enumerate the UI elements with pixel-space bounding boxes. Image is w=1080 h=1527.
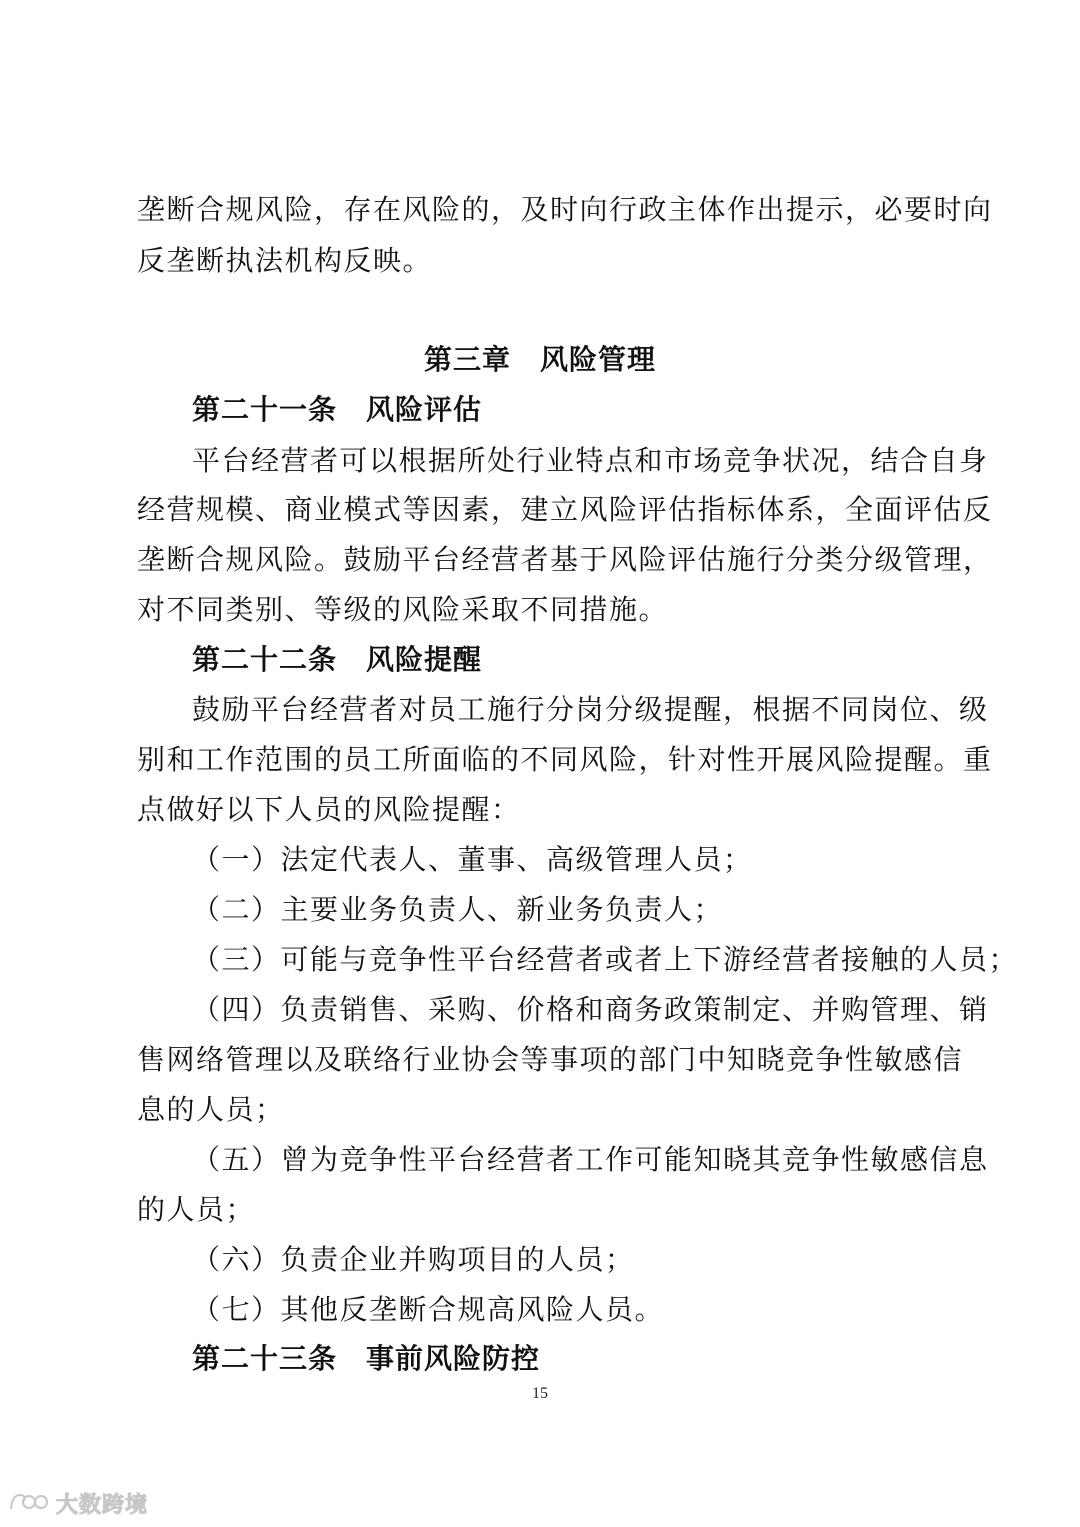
article-title: 第二十一条 风险评估 — [192, 393, 483, 426]
paragraph-line: 平台经营者可以根据所处行业特点和市场竞争状况，结合自身 — [192, 444, 989, 477]
watermark-text: 大数跨境 — [56, 1493, 149, 1518]
paragraph-line: 垄断合规风险，存在风险的，及时向行政主体作出提示，必要时向 — [137, 193, 993, 226]
paragraph-line: 垄断合规风险。鼓励平台经营者基于风险评估施行分类分级管理， — [137, 543, 993, 576]
paragraph-line: 别和工作范围的员工所面临的不同风险，针对性开展风险提醒。重 — [137, 743, 993, 776]
paragraph-line: 对不同类别、等级的风险采取不同措施。 — [137, 593, 669, 626]
paragraph-line: 点做好以下人员的风险提醒： — [137, 793, 521, 826]
list-item: （二）主要业务负责人、新业务负责人； — [192, 893, 724, 926]
list-item-continuation: 售网络管理以及联络行业协会等事项的部门中知晓竞争性敏感信 — [137, 1043, 964, 1076]
list-item: （四）负责销售、采购、价格和商务政策制定、并购管理、销 — [192, 993, 989, 1026]
watermark — [8, 1488, 148, 1519]
page-number: 15 — [532, 1385, 548, 1402]
article-title: 第二十三条 事前风险防控 — [192, 1342, 541, 1375]
list-item: （一）法定代表人、董事、高级管理人员； — [192, 843, 753, 876]
list-item-continuation: 息的人员； — [137, 1093, 285, 1126]
list-item: （六）负责企业并购项目的人员； — [192, 1243, 635, 1276]
logo-icon — [8, 1489, 50, 1519]
chapter-title: 第三章 风险管理 — [423, 343, 656, 376]
paragraph-line: 鼓励平台经营者对员工施行分岗分级提醒，根据不同岗位、级 — [192, 693, 989, 726]
list-item-continuation: 的人员； — [137, 1193, 256, 1226]
list-item: （五）曾为竞争性平台经营者工作可能知晓其竞争性敏感信息 — [192, 1143, 989, 1176]
paragraph-line: 反垄断执法机构反映。 — [137, 244, 433, 277]
list-item: （三）可能与竞争性平台经营者或者上下游经营者接触的人员； — [192, 943, 1019, 976]
list-item: （七）其他反垄断合规高风险人员。 — [192, 1293, 665, 1326]
paragraph-line: 经营规模、商业模式等因素，建立风险评估指标体系，全面评估反 — [137, 493, 993, 526]
article-title: 第二十二条 风险提醒 — [192, 643, 483, 676]
